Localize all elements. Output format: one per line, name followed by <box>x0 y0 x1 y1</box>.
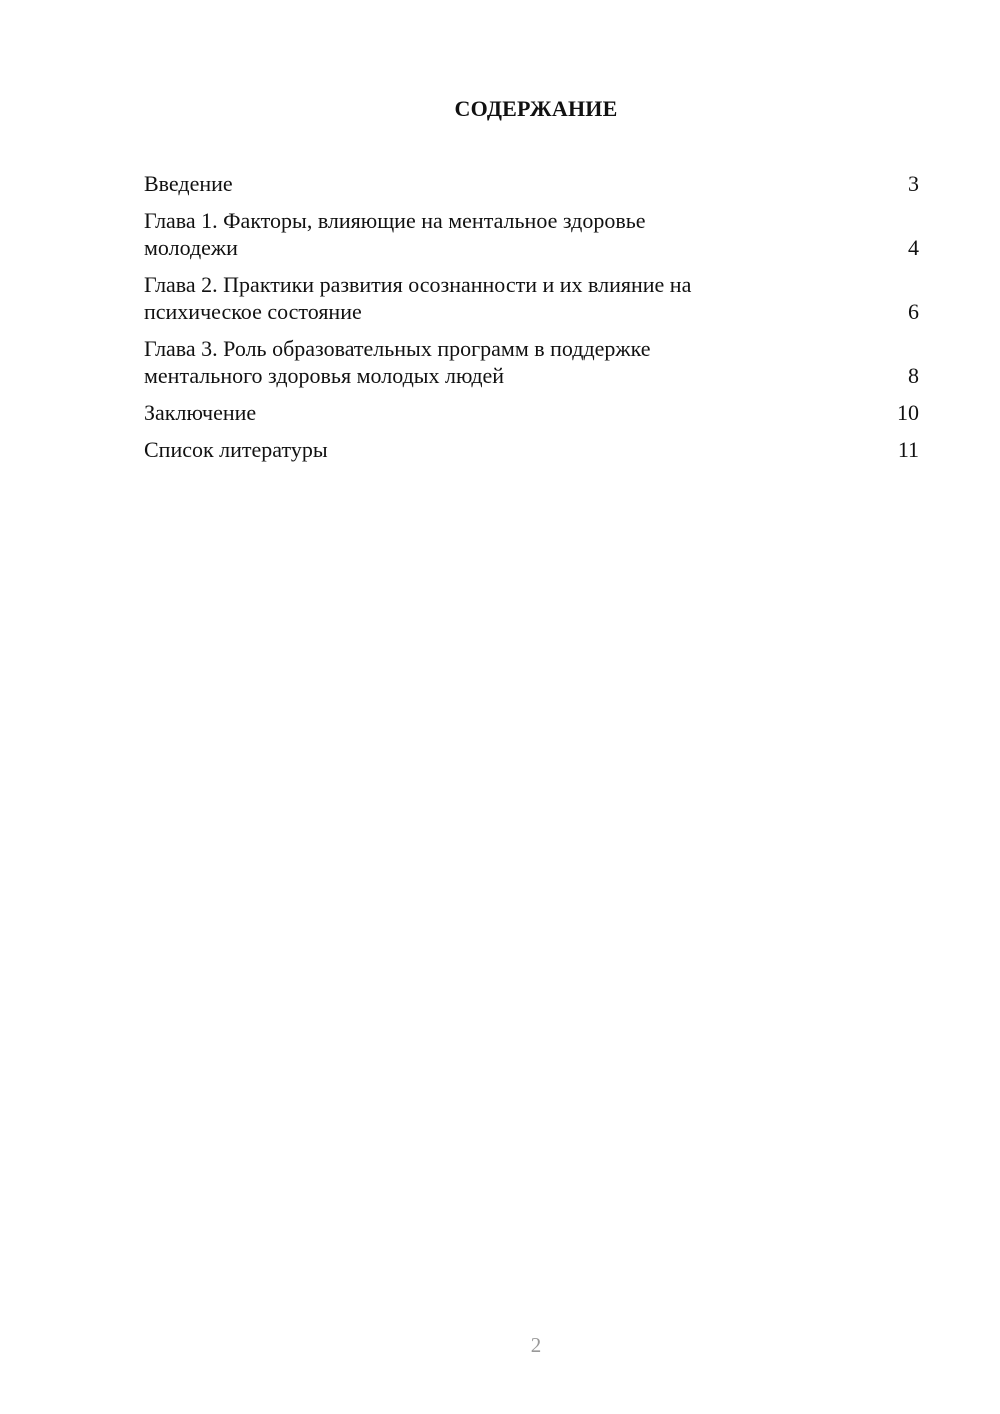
toc-entry-chapter-1[interactable] <box>144 207 919 261</box>
page-title: СОДЕРЖАНИЕ <box>454 96 618 121</box>
toc-entry-label: Заключение <box>144 400 257 425</box>
toc-entry-introduction[interactable] <box>144 170 919 197</box>
toc-entry-page: 8 <box>908 363 919 388</box>
page-number: 2 <box>530 1333 542 1357</box>
toc-entry-page: 4 <box>908 235 919 260</box>
toc-entry-page: 6 <box>908 299 919 324</box>
toc-entry-page: 3 <box>908 171 919 196</box>
toc-entry-conclusion[interactable] <box>144 399 919 426</box>
toc-entry-label: Глава 1. Факторы, влияющие на ментальное здоровье молодежи <box>144 208 646 260</box>
toc-entry-label: Глава 2. Практики развития осознанности и их влияние на психическое состояние <box>144 272 692 324</box>
toc-entry-label: Введение <box>144 171 233 196</box>
table-of-contents <box>144 170 919 473</box>
toc-entry-references[interactable] <box>144 436 919 463</box>
toc-entry-chapter-3[interactable] <box>144 335 919 389</box>
toc-entry-page: 11 <box>897 437 919 462</box>
toc-entry-label: Глава 3. Роль образовательных программ в поддержке ментального здоровья молодых людей <box>144 336 651 388</box>
toc-entry-page: 10 <box>897 400 919 425</box>
toc-entry-label: Список литературы <box>144 437 328 462</box>
toc-entry-chapter-2[interactable] <box>144 271 919 325</box>
